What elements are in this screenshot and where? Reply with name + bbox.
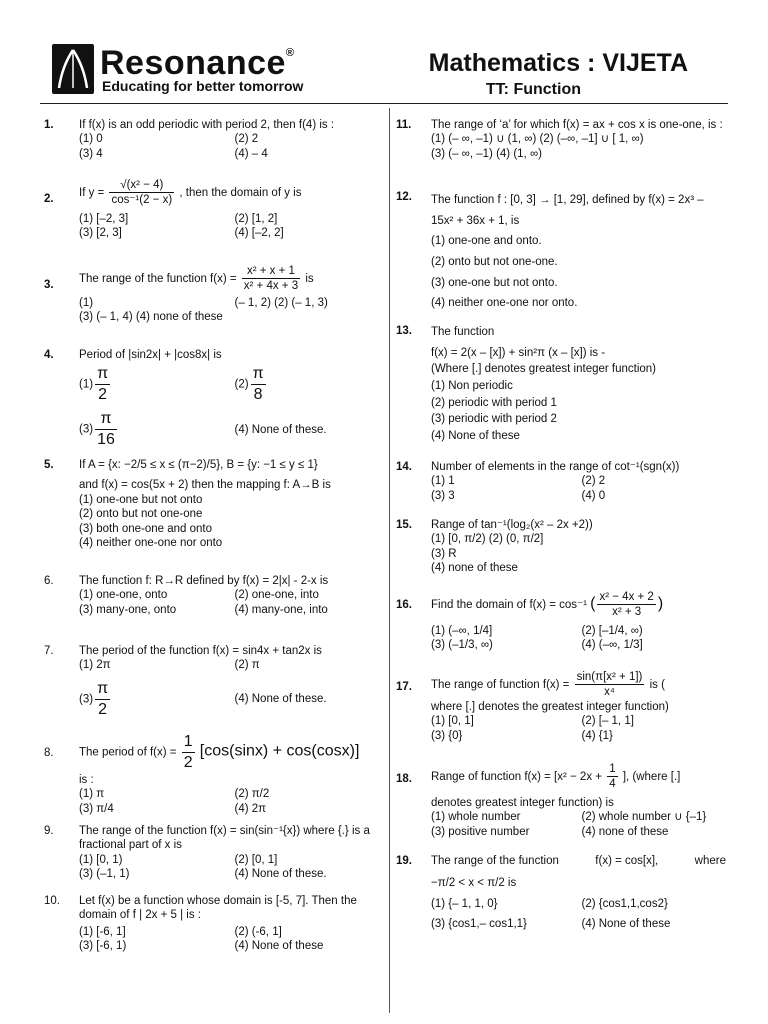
question-note: (Where [.] denotes greatest integer function) — [431, 363, 657, 376]
question-text: Number of elements in the range of cot⁻¹(sgn(x)) — [431, 461, 680, 473]
option-4: (4) None of these. — [234, 693, 327, 706]
question-2 — [44, 178, 384, 241]
option-1: (1) one-one and onto. — [431, 235, 542, 248]
question-text: The range of the function f(x) = sin(sin⁻¹{x}) where {.} is a fractional part of x is — [79, 825, 370, 852]
options — [431, 474, 726, 503]
question-17 — [396, 670, 726, 743]
question-text: The range of the function f(x) = — [79, 272, 237, 285]
fraction-denominator: cos⁻¹(2 − x) — [111, 194, 173, 207]
fraction — [242, 264, 300, 294]
option-1: (1) Non periodic — [431, 380, 513, 393]
option-3: (3) {cos1,– cos1,1} — [431, 918, 527, 931]
subject-title: Mathematics : VIJETA — [428, 49, 688, 77]
options — [431, 714, 726, 743]
option-4: (4) None of these. — [234, 868, 327, 881]
question-number: 17. — [396, 681, 412, 693]
option-3: (3) (–1, 1) — [79, 868, 130, 881]
option-2: (2) [1, 2] — [234, 212, 278, 225]
question-number: 3. — [44, 279, 54, 291]
option-4: (4) None of these — [431, 430, 520, 443]
question-number: 19. — [396, 855, 412, 867]
question-condition: −π/2 < x < π/2 is — [431, 877, 517, 890]
question-text-suffix: where — [694, 855, 726, 867]
question-1 — [44, 118, 384, 161]
option-4: (4) many-one, into — [234, 603, 328, 616]
fraction-denominator: x² + 4x + 3 — [243, 280, 299, 293]
fraction-numerator: √(x² − 4) — [109, 178, 174, 193]
resonance-logo — [52, 44, 94, 94]
option-3: (3) both one-one and onto — [79, 522, 212, 535]
question-number: 14. — [396, 461, 412, 473]
option-4: (4) (–∞, 1/3] — [581, 639, 643, 652]
question-text: The function f : [0, 3] → [1, 29], defined by f(x) = 2x³ – 15x² + 36x + 1, is — [431, 194, 704, 227]
question-text: If f(x) is an odd periodic with period 2, then f(4) is : — [79, 119, 335, 131]
option-4: (4) neither one-one nor onto — [79, 536, 223, 549]
option-4: (4) None of these — [581, 918, 671, 931]
question-number: 12. — [396, 191, 412, 203]
question-text: Period of |sin2x| + |cos8x| is — [79, 349, 222, 361]
option-3: (3) periodic with period 2 — [431, 413, 557, 426]
option-3: (3) {0} — [431, 729, 463, 742]
options-line-1: (1) [0, π/2) (2) (0, π/2] — [431, 533, 544, 546]
fraction-numerator: x² + x + 1 — [242, 264, 300, 279]
option-2: (2) {cos1,1,cos2} — [581, 897, 668, 910]
option-2: (2) one-one, into — [234, 589, 319, 602]
question-text-row — [431, 854, 726, 868]
question-text: The range of the function — [431, 855, 559, 867]
question-text-suffix: , then the domain of y is — [179, 186, 302, 199]
question-14 — [396, 460, 726, 503]
option-3: (3) many-one, onto — [79, 603, 177, 616]
question-expression: [cos(sinx) + cos(cosx)] — [199, 742, 360, 760]
question-note: where [.] denotes the greatest integer function) — [431, 700, 669, 713]
option-1: (1) whole number — [431, 811, 521, 824]
option-2: (2) onto but not one-one. — [431, 256, 558, 269]
option-3: (3) $\frac{\pi}{2}$ — [79, 679, 109, 718]
option-1: (1) 0 — [79, 133, 103, 146]
option-4: (4) none of these — [431, 562, 518, 575]
logo-arch-icon — [52, 44, 94, 94]
question-10 — [44, 894, 384, 954]
question-number: 5. — [44, 459, 54, 471]
question-text: Range of tan⁻¹(log₂(x² – 2x +2)) — [431, 519, 593, 531]
option-1: (1) [–2, 3] — [79, 212, 129, 225]
option-2: (2) 2 — [234, 133, 259, 146]
question-text: The period of f(x) = — [79, 746, 177, 759]
question-number: 2. — [44, 193, 54, 205]
question-11 — [396, 118, 726, 161]
option-1: (1) [0, 1] — [431, 715, 474, 728]
options-line-1: (1) (– ∞, –1) ∪ (1, ∞) (2) (–∞, –1] ∪ [ 1, ∞) — [431, 133, 644, 146]
options — [79, 853, 384, 882]
option-2: (2) [0, 1] — [234, 853, 278, 866]
options — [79, 658, 384, 719]
question-number: 18. — [396, 773, 412, 785]
option-1: (1) 1 — [431, 475, 455, 488]
header-divider — [40, 103, 728, 104]
question-text: The range of ‘a’ for which f(x) = ax + cos x is one-one, is : — [431, 119, 723, 131]
question-18 — [396, 762, 726, 839]
option-2: (2) π/2 — [234, 788, 270, 801]
fraction — [575, 670, 645, 700]
option-4: (4) {1} — [581, 729, 613, 742]
option-3: (3) [2, 3] — [79, 227, 122, 240]
option-1: (1) {– 1, 1, 0} — [431, 897, 498, 910]
option-1-continued: (– 1, 2) (2) (– 1, 3) — [234, 296, 328, 309]
question-text: The function f: R→R defined by f(x) = 2|x| - 2-x is — [79, 575, 329, 587]
fraction-denominator: 4 — [609, 778, 616, 791]
option-4: (4) None of these. — [234, 423, 327, 436]
fraction-numerator: x² − 4x + 2 — [597, 590, 655, 605]
question-text-2: and f(x) = cos(5x + 2) then the mapping f: A→B is — [79, 479, 331, 492]
question-number: 4. — [44, 349, 54, 361]
fraction-denominator: x² + 3 — [612, 606, 642, 619]
option-4: (4) None of these — [234, 940, 324, 953]
question-text-suffix: is : — [79, 774, 94, 786]
option-2: (2) 2 — [581, 475, 606, 488]
question-number: 16. — [396, 599, 412, 611]
option-2: (2) [–1/4, ∞) — [581, 624, 643, 637]
question-text-suffix: is ( — [649, 678, 665, 691]
fraction — [607, 762, 617, 792]
fraction — [109, 178, 174, 208]
options — [79, 925, 384, 954]
option-2: (2) (-6, 1] — [234, 925, 282, 938]
options — [79, 364, 384, 450]
question-expression: f(x) = 2(x – [x]) + sin²π (x – [x]) is - — [431, 346, 606, 359]
question-number: 10. — [44, 895, 60, 907]
options-line-2: (3) (– 1, 4) (4) none of these — [79, 311, 223, 324]
question-15 — [396, 518, 726, 576]
option-2: (2) [– 1, 1] — [581, 715, 634, 728]
brand-tagline: Educating for better tomorrow — [102, 78, 304, 94]
option-2: (2) periodic with period 1 — [431, 396, 557, 409]
question-note: denotes greatest integer function) is — [431, 796, 614, 809]
question-text-suffix: is — [305, 272, 314, 285]
question-text: If y = — [79, 186, 105, 199]
options — [431, 897, 726, 932]
question-number: 1. — [44, 119, 54, 131]
option-1: (1) one-one but not onto — [79, 493, 203, 506]
option-4: (4) neither one-one nor onto. — [431, 297, 578, 310]
question-text: Find the domain of f(x) = cos⁻¹ — [431, 598, 587, 611]
option-3: (3) 4 — [79, 147, 103, 160]
fraction-numerator: 1 — [607, 762, 617, 777]
question-number: 7. — [44, 645, 54, 657]
question-number: 11. — [396, 119, 412, 131]
question-16: 16. Find the domain of f(x) = cos⁻¹ ( $\frac{\text{x² − 4x + 2}}{\text{x² + 3}}$ ) (1) (–∞, 1/4] (2) [–1/4, ∞) (3) (–1/3, ∞) (4) (–∞, 1/3] — [396, 590, 726, 653]
option-2: (2) whole number ∪ {–1} — [581, 811, 707, 824]
brand-name: Resonance® — [100, 44, 295, 82]
option-3: (3) [-6, 1) — [79, 940, 127, 953]
option-2: (2) π — [234, 659, 260, 672]
option-1: (1) 2π — [79, 659, 111, 672]
question-7 — [44, 644, 384, 720]
option-2: (2) onto but not one-one — [79, 508, 203, 521]
option-1: (1) one-one, onto — [79, 589, 168, 602]
question-8 — [44, 732, 384, 816]
option-1: (1) π — [79, 788, 105, 801]
option-3: (3) one-one but not onto. — [431, 276, 558, 289]
option-4: (4) – 4 — [234, 147, 268, 160]
question-number: 15. — [396, 519, 412, 531]
option-3: (3) R — [431, 547, 457, 560]
option-1: (1) [0, 1) — [79, 853, 123, 866]
option-4: (4) 0 — [581, 489, 606, 502]
options — [79, 588, 384, 617]
option-1: (1) (–∞, 1/4] — [431, 624, 493, 637]
option-4: (4) [–2, 2] — [234, 227, 284, 240]
option-2: (2) $\frac{\pi}{8}$ — [234, 365, 264, 404]
page-header — [0, 0, 768, 104]
options — [79, 296, 384, 310]
option-3: (3) 3 — [431, 489, 455, 502]
options-line-2: (3) (– ∞, –1) (4) (1, ∞) — [431, 147, 542, 160]
question-number: 8. — [44, 747, 54, 759]
options — [431, 810, 726, 839]
fraction-denominator: x⁴ — [604, 686, 615, 699]
question-6 — [44, 574, 384, 617]
question-text: If A = {x: −2/5 ≤ x ≤ (π−2)/5}, B = {y: −1 ≤ y ≤ 1} — [79, 459, 318, 471]
question-12 — [396, 190, 726, 314]
question-4 — [44, 348, 384, 450]
question-19 — [396, 854, 726, 932]
option-1: (1) — [79, 296, 94, 309]
fraction — [597, 590, 655, 620]
question-13 — [396, 324, 726, 445]
question-text: Range of function f(x) = [x² − 2x + — [431, 770, 602, 783]
column-divider — [389, 108, 390, 1013]
fraction-numerator: sin(π[x² + 1]) — [575, 670, 645, 685]
question-3 — [44, 264, 384, 325]
options — [79, 132, 384, 161]
question-text: The function — [431, 326, 495, 338]
question-number: 13. — [396, 325, 412, 337]
question-9 — [44, 824, 384, 882]
question-number: 6. — [44, 575, 54, 587]
option-3: (3) (–1/3, ∞) — [431, 639, 493, 652]
option-3: (3) positive number — [431, 825, 530, 838]
options — [79, 212, 384, 241]
options — [431, 624, 726, 653]
option-4: (4) 2π — [234, 802, 267, 815]
option-1: (1) $\frac{\pi}{2}$ — [79, 365, 109, 404]
options — [79, 787, 384, 816]
question-text-suffix: ], (where [.] — [622, 770, 681, 783]
question-expression: f(x) = cos[x], — [595, 855, 659, 867]
topic-title: TT: Function — [485, 81, 581, 98]
question-text: The range of function f(x) = — [431, 678, 570, 691]
option-3: (3) π/4 — [79, 802, 114, 815]
question-number: 9. — [44, 825, 54, 837]
question-5 — [44, 458, 384, 550]
option-3: (3) $\frac{\pi}{16}$ — [79, 410, 115, 449]
question-text: Let f(x) be a function whose domain is [-5, 7]. Then the domain of f | 2x + 5 | is : — [79, 895, 357, 922]
fraction-half: $\frac{1}{2}$ — [183, 733, 193, 771]
option-4: (4) none of these — [581, 825, 669, 838]
option-1: (1) [-6, 1] — [79, 925, 126, 938]
question-text: The period of the function f(x) = sin4x + tan2x is — [79, 645, 322, 657]
